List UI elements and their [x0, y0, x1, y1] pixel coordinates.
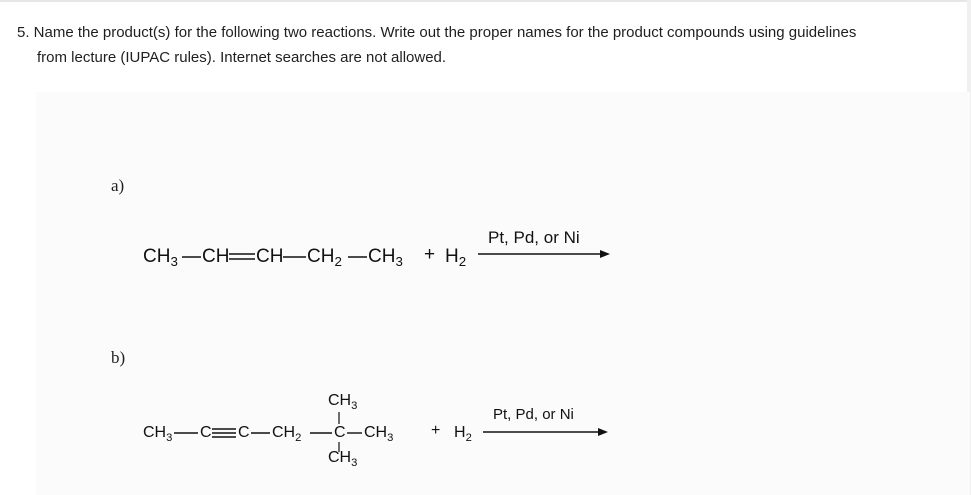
reaction-b-ch3-right: $CH_3$: [364, 424, 394, 444]
reaction-a-ch3-left: $CH_3$: [143, 246, 178, 269]
reaction-b-ch3-left: $CH_3$: [143, 424, 173, 444]
reaction-b-plus: +: [431, 422, 441, 439]
question-text-line-2: from lecture (IUPAC rules). Internet searches are not allowed.: [37, 49, 447, 66]
reaction-b-c-2: C: [238, 424, 250, 441]
reaction-a-ch-2: CH: [256, 246, 284, 267]
reaction-b-catalyst: Pt, Pd, or Ni: [493, 406, 574, 423]
reaction-b-ch3-top: $CH_3$: [328, 392, 358, 412]
reaction-a-label: a): [111, 176, 125, 195]
reaction-b-h2: $H_2$: [454, 424, 472, 444]
reaction-a-ch-1: CH: [202, 246, 230, 267]
reaction-b-label: b): [111, 348, 126, 367]
reaction-a-ch3-right: $CH_3$: [368, 246, 403, 269]
reaction-b-ch3-bottom: $CH_3$: [328, 449, 358, 469]
reaction-b-c-quaternary: C: [334, 424, 346, 441]
reaction-a-plus: +: [424, 244, 436, 265]
reaction-a-catalyst: Pt, Pd, or Ni: [488, 228, 580, 247]
question-text-line-1: 5. Name the product(s) for the following two reactions. Write out the proper names for the product compounds using guidelines: [17, 24, 857, 41]
reaction-a-h2: $H_2$: [445, 246, 467, 269]
reaction-b-ch2: $CH_2$: [272, 424, 302, 444]
reaction-b-c-1: C: [200, 424, 212, 441]
reaction-a-ch2: $CH_2$: [307, 246, 342, 269]
